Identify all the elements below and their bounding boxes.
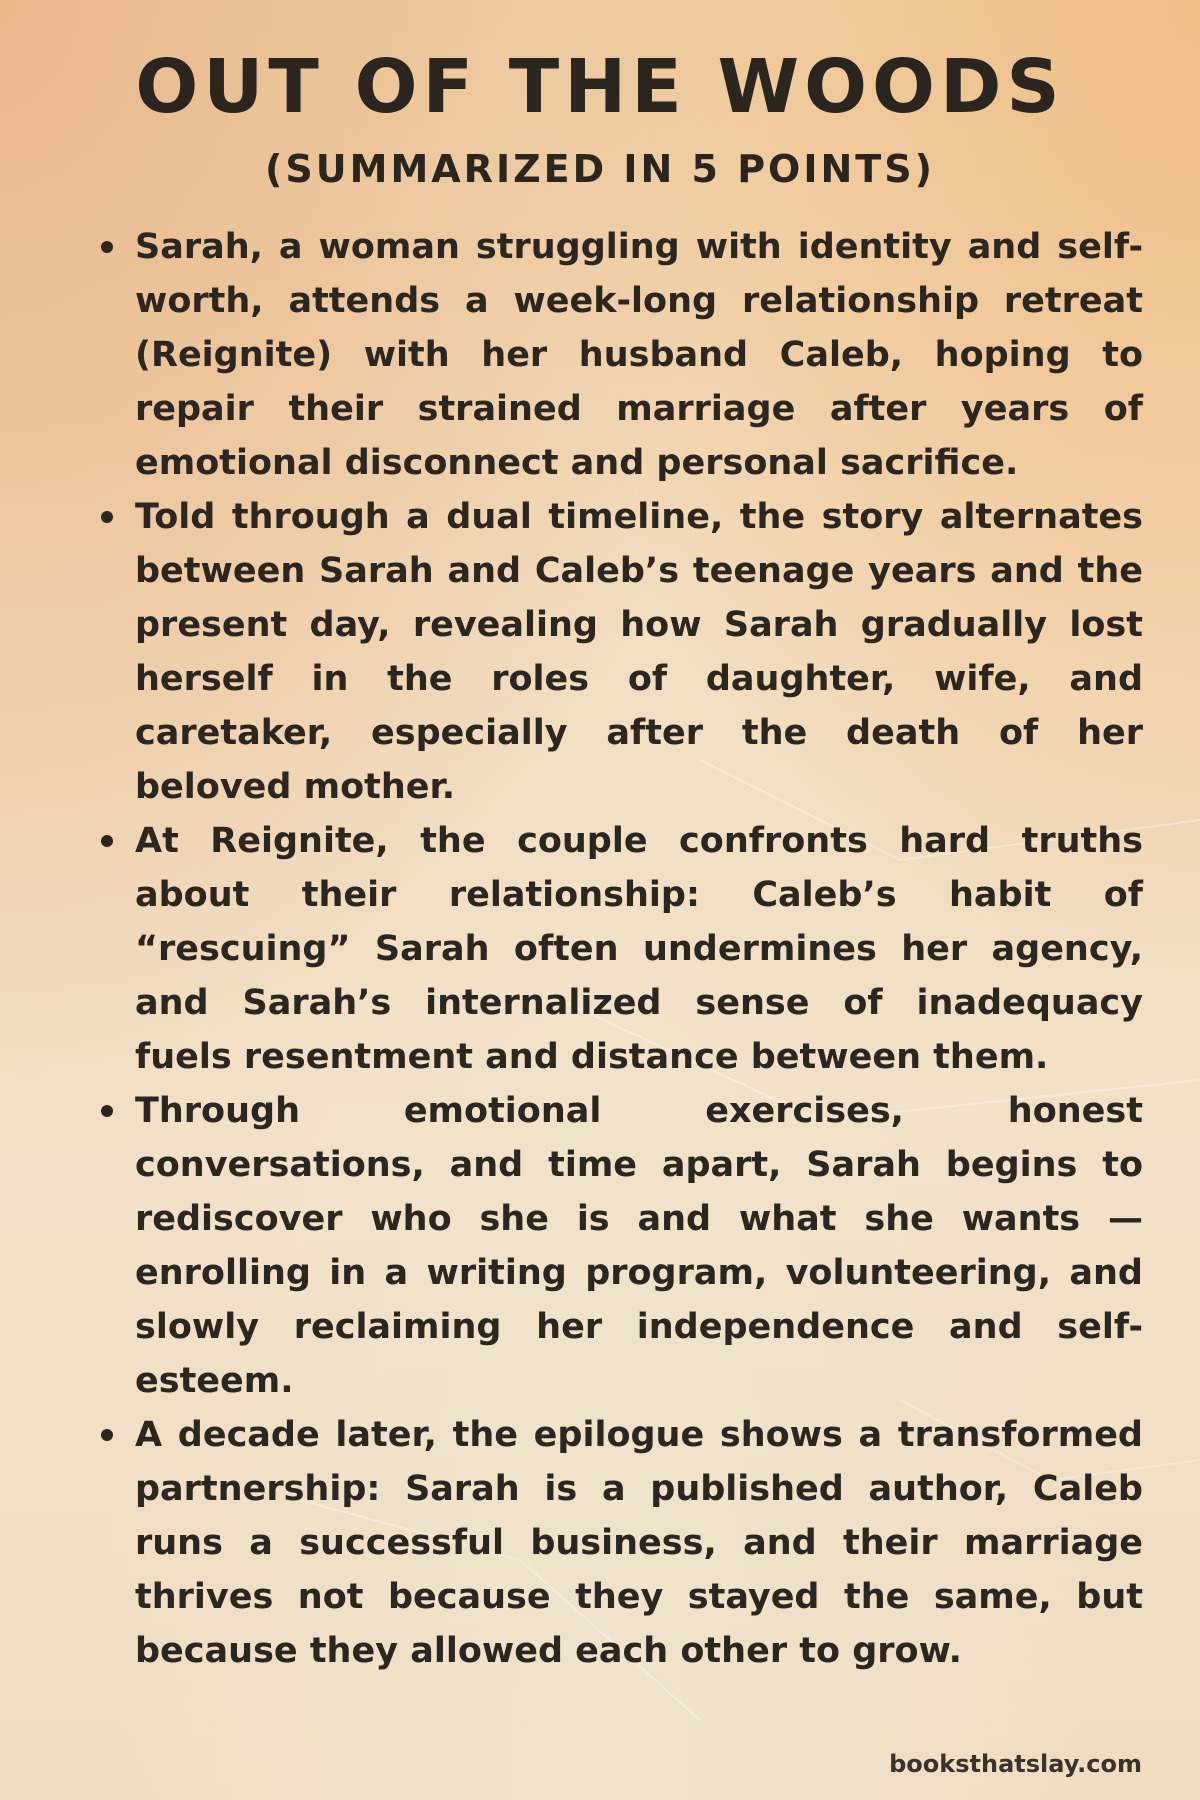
summary-point-text: At Reignite, the couple confronts hard truths about their relationship: Caleb’s habit of “rescuing” Sarah often undermines her agency, and Sarah’s internalized sense of inadequacy fuels resentment and distance between them.	[135, 821, 1143, 1077]
bullet-icon	[101, 835, 113, 847]
bullet-icon	[101, 511, 113, 523]
summary-point-3	[135, 814, 1143, 1084]
summary-point-text: Through emotional exercises, honest conversations, and time apart, Sarah begins to rediscover who she is and what she wants — enrolling in a writing program, volunteering, and slowly reclaiming her independence and self-esteem.	[135, 1091, 1143, 1401]
summary-point-text: A decade later, the epilogue shows a transformed partnership: Sarah is a published author, Caleb runs a successful business, and their marriage thrives not because they stayed the same, but because they allowed each other to grow.	[135, 1415, 1143, 1671]
bullet-icon	[101, 1105, 113, 1117]
summary-point-5	[135, 1408, 1143, 1678]
page-title: OUT OF THE WOODS	[135, 44, 1065, 130]
site-credit: booksthatslay.com	[889, 1750, 1142, 1778]
summary-point-2	[135, 490, 1143, 814]
summary-point-text: Told through a dual timeline, the story alternates between Sarah and Caleb’s teenage years and the present day, revealing how Sarah gradually lost herself in the roles of daughter, wife, and caretaker, especially after the death of her beloved mother.	[135, 497, 1143, 807]
summary-point-4	[135, 1084, 1143, 1408]
bullet-icon	[101, 241, 113, 253]
page-subtitle: (SUMMARIZED IN 5 POINTS)	[265, 147, 935, 191]
summary-points-list	[135, 220, 1143, 1678]
summary-point-text: Sarah, a woman struggling with identity and self-worth, attends a week-long relationship retreat (Reignite) with her husband Caleb, hoping to repair their strained marriage after years of emotional disconnect and personal sacrifice.	[135, 227, 1143, 483]
summary-point-1	[135, 220, 1143, 490]
bullet-icon	[101, 1429, 113, 1441]
